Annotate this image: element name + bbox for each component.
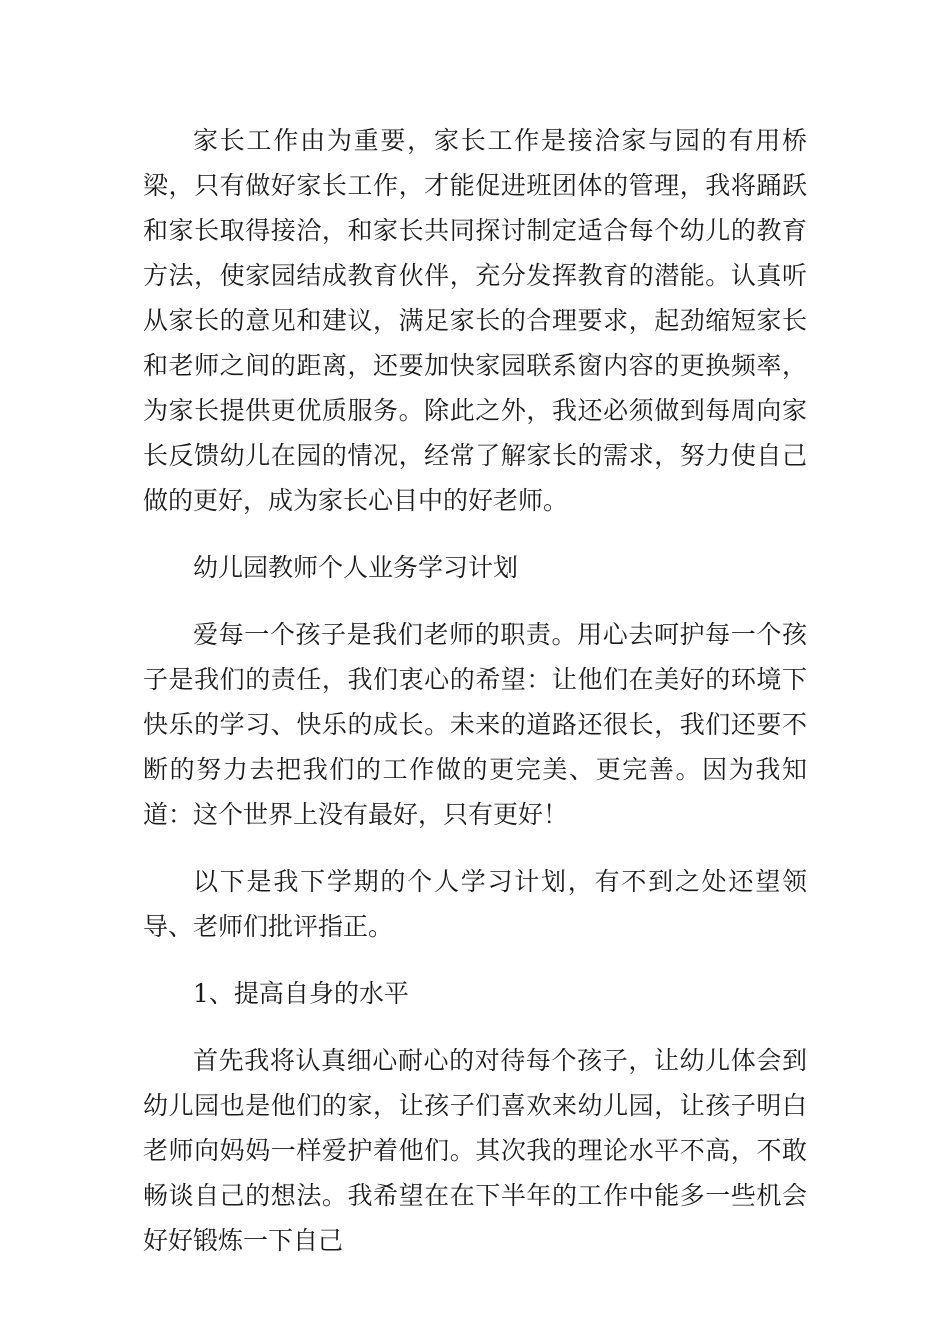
paragraph-love-children: 爱每一个孩子是我们老师的职责。用心去呵护每一个孩子是我们的责任，我们衷心的希望：让他们在美好的环境下快乐的学习、快乐的成长。未来的道路还很长，我们还要不断的努力去把我们的工作做的更完美、更完善。因为我知道：这个世界上没有最好，只有更好！	[143, 620, 807, 829]
paragraph-plan-intro: 以下是我下学期的个人学习计划，有不到之处还望领导、老师们批评指正。	[143, 867, 807, 941]
paragraph-first-care: 首先我将认真细心耐心的对待每个孩子，让幼儿体会到幼儿园也是他们的家，让孩子们喜欢来幼儿园，让孩子明白老师向妈妈一样爱护着他们。其次我的理论水平不高，不敢畅谈自己的想法。我希望在在下半年的工作中能多一些机会好好锻炼一下自己	[143, 1046, 807, 1255]
paragraph-parent-work: 家长工作由为重要，家长工作是接洽家与园的有用桥梁，只有做好家长工作，才能促进班团体的管理，我将踊跃和家长取得接洽，和家长共同探讨制定适合每个幼儿的教育方法，使家园结成教育伙伴，充分发挥教育的潜能。认真听从家长的意见和建议，满足家长的合理要求，起劲缩短家长和老师之间的距离，还要加快家园联系窗内容的更换频率，为家长提供更优质服务。除此之外，我还必须做到每周向家长反馈幼儿在园的情况，经常了解家长的需求，努力使自己做的更好，成为家长心目中的好老师。	[143, 126, 807, 515]
heading-improve-level: 1、提高自身的水平	[193, 979, 409, 1008]
section-title-study-plan: 幼儿园教师个人业务学习计划	[193, 553, 519, 582]
document-body	[143, 118, 807, 1263]
